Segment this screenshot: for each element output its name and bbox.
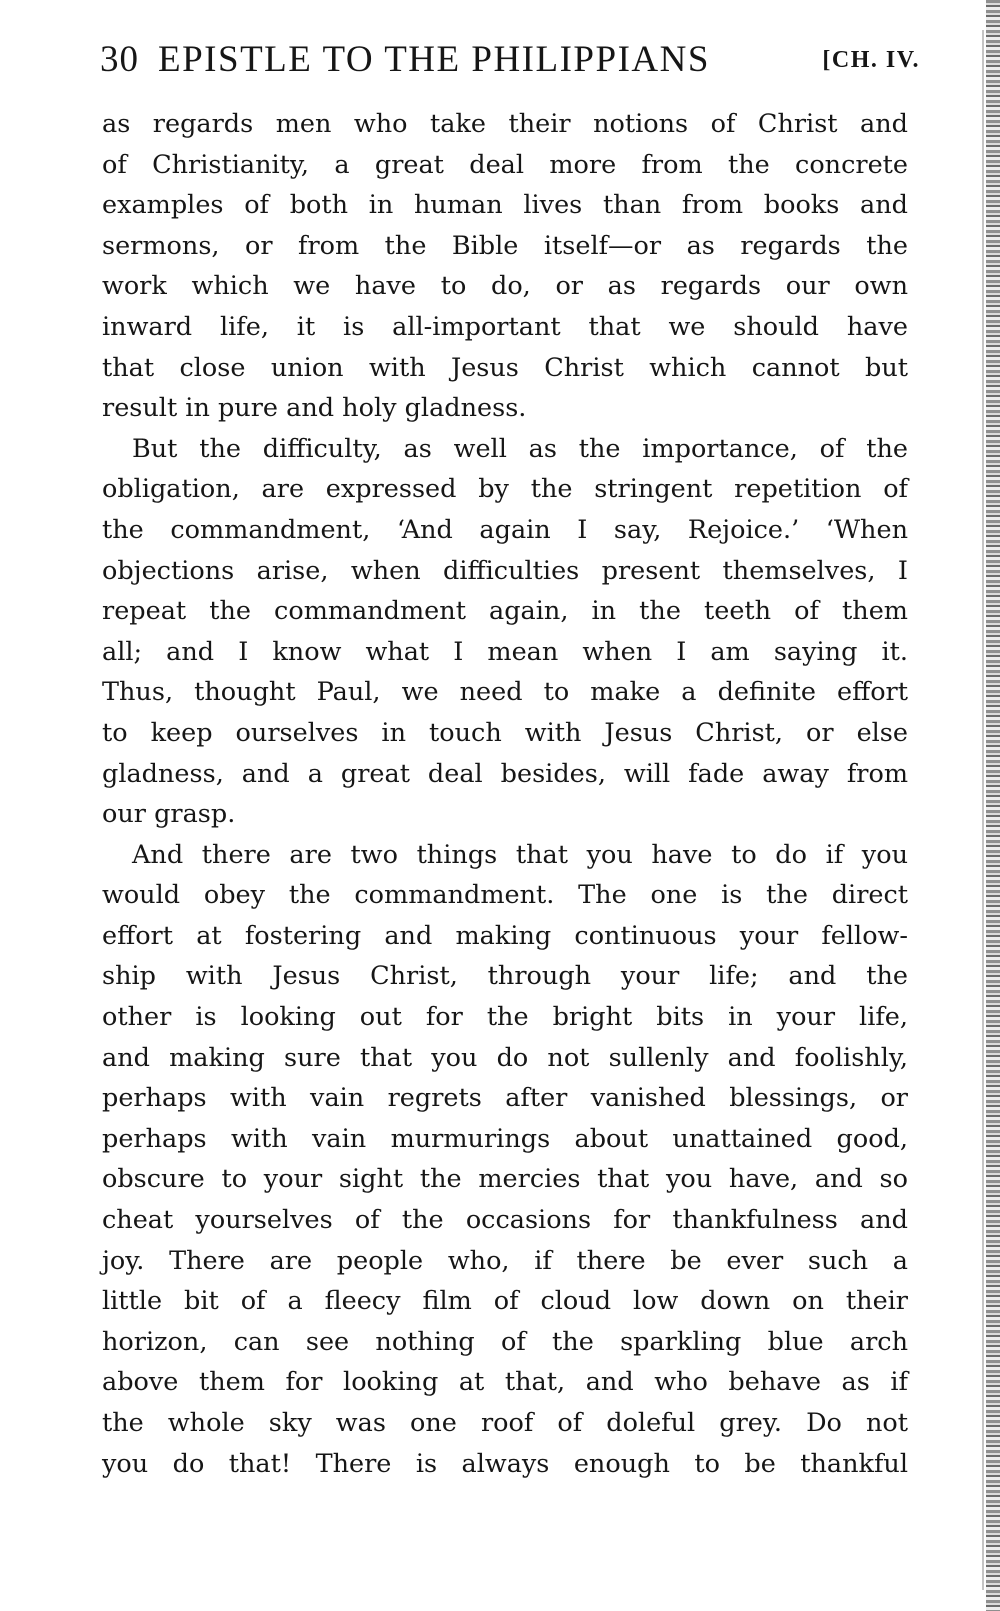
text-line: and making sure that you do not sullenly and foolishly, [102, 1042, 908, 1073]
text-line: that close union with Jesus Christ which cannot but [102, 352, 908, 383]
text-line: joy. There are people who, if there be ever such a [102, 1245, 908, 1276]
text-line: perhaps with vain regrets after vanished blessings, or [102, 1083, 908, 1114]
text-line: inward life, it is all-important that we should have [102, 311, 908, 342]
paragraph-first-line: But the difficulty, as well as the importance, of the [132, 433, 908, 464]
chapter-marker: [CH. IV. [822, 47, 920, 73]
text-line: horizon, can see nothing of the sparkling blue arch [102, 1326, 908, 1357]
text-line: would obey the commandment. The one is the direct [102, 880, 908, 911]
scan-edge-strip [986, 0, 1000, 1611]
paragraph-first-line: And there are two things that you have to do if you [132, 839, 908, 870]
text-line: objections arise, when difficulties present themselves, I [102, 555, 908, 586]
text-line: as regards men who take their notions of Christ and [102, 109, 908, 139]
text-line: effort at fostering and making continuous your fellow- [102, 920, 908, 951]
text-line: of Christianity, a great deal more from the concrete [102, 149, 908, 180]
text-line: work which we have to do, or as regards our own [102, 271, 908, 302]
text-line: cheat yourselves of the occasions for thankfulness and [102, 1205, 908, 1236]
running-head [100, 38, 920, 88]
text-line: the commandment, ‘And again I say, Rejoice.’ ‘When [102, 514, 908, 545]
text-line: to keep ourselves in touch with Jesus Christ, or else [102, 717, 908, 748]
text-line: perhaps with vain murmurings about unattained good, [102, 1123, 908, 1154]
text-line: Thus, thought Paul, we need to make a definite effort [102, 677, 908, 708]
text-line: our grasp. [102, 799, 236, 830]
text-line: repeat the commandment again, in the teeth of them [102, 596, 908, 627]
text-line: sermons, or from the Bible itself—or as regards the [102, 230, 908, 261]
text-line: little bit of a fleecy film of cloud low down on their [102, 1286, 908, 1317]
text-line: above them for looking at that, and who behave as if [102, 1367, 908, 1398]
text-line: other is looking out for the bright bits in your life, [102, 1002, 908, 1033]
text-line: all; and I know what I mean when I am saying it. [102, 636, 908, 667]
text-line: examples of both in human lives than from books and [102, 190, 908, 221]
page-edge-shadow [982, 30, 984, 1590]
text-line: you do that! There is always enough to be thankful [102, 1448, 908, 1479]
text-line: ship with Jesus Christ, through your life; and the [102, 961, 908, 992]
running-title: EPISTLE TO THE PHILIPPIANS [158, 39, 710, 80]
text-line: the whole sky was one roof of doleful grey. Do not [102, 1408, 908, 1438]
text-line: obligation, are expressed by the stringent repetition of [102, 474, 908, 505]
text-line: obscure to your sight the mercies that you have, and so [102, 1164, 908, 1195]
text-line: gladness, and a great deal besides, will fade away from [102, 758, 908, 789]
text-line: result in pure and holy gladness. [102, 393, 527, 424]
body-text [102, 104, 908, 1484]
page-number: 30 [100, 39, 139, 80]
